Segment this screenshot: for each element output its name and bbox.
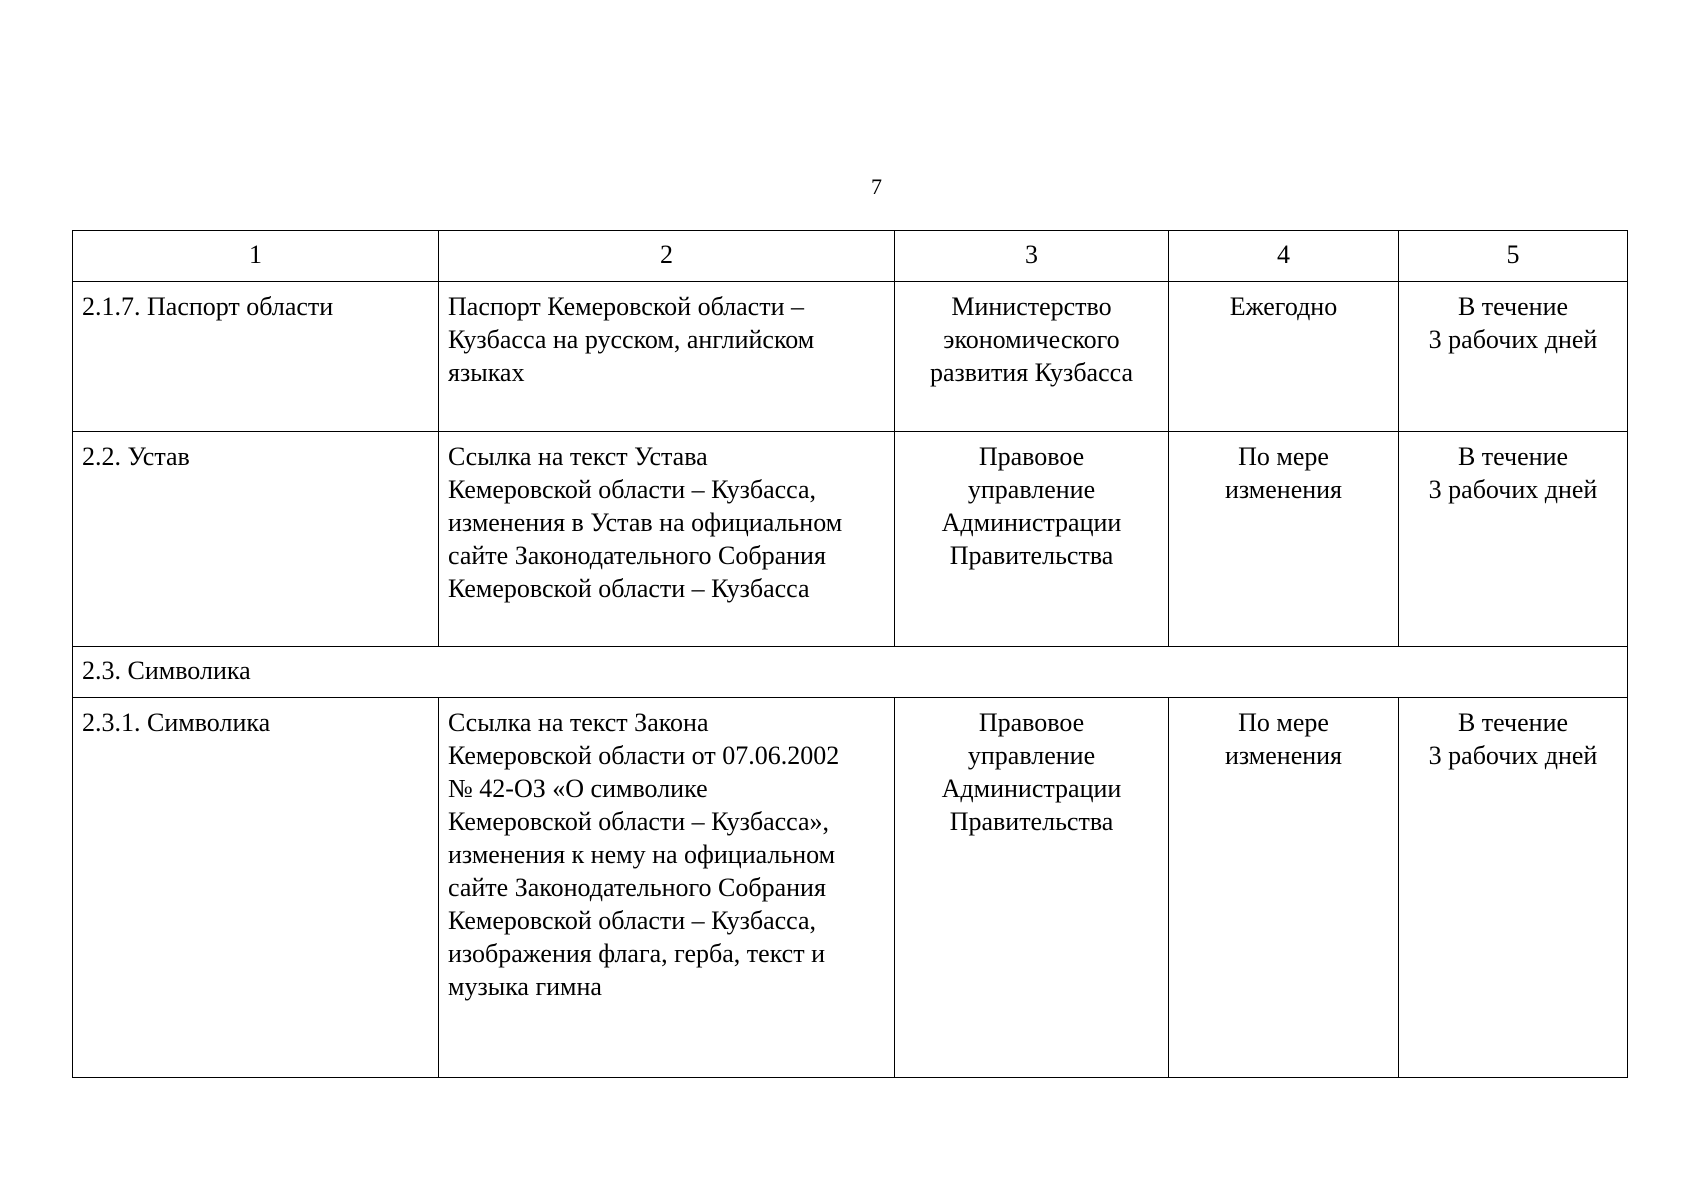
cell-responsible: Правовое управление Администрации Правительства bbox=[895, 432, 1169, 647]
cell-deadline: В течение 3 рабочих дней bbox=[1399, 282, 1628, 432]
page-number: 7 bbox=[871, 174, 882, 199]
column-header-5: 5 bbox=[1399, 231, 1628, 282]
cell-content: Ссылка на текст Закона Кемеровской области от 07.06.2002 № 42-ОЗ «О символике Кемеровской области – Кузбасса», изменения к нему на официальном сайте Законодательного Собрания Кемеровской области – Кузбасса, изображения флага, герба, текст и музыка гимна bbox=[439, 698, 895, 1078]
cell-deadline: В течение 3 рабочих дней bbox=[1399, 432, 1628, 647]
cell-deadline: В течение 3 рабочих дней bbox=[1399, 698, 1628, 1078]
cell-frequency: По мере изменения bbox=[1169, 432, 1399, 647]
column-header-2: 2 bbox=[439, 231, 895, 282]
cell-frequency: По мере изменения bbox=[1169, 698, 1399, 1078]
table-section-row bbox=[73, 647, 1628, 698]
cell-responsible: Министерство экономического развития Кузбасса bbox=[895, 282, 1169, 432]
table-header-row bbox=[73, 231, 1628, 282]
cell-responsible: Правовое управление Администрации Правительства bbox=[895, 698, 1169, 1078]
column-header-4: 4 bbox=[1169, 231, 1399, 282]
cell-content: Ссылка на текст Устава Кемеровской области – Кузбасса, изменения в Устав на официальном сайте Законодательного Собрания Кемеровской области – Кузбасса bbox=[439, 432, 895, 647]
cell-content: Паспорт Кемеровской области – Кузбасса на русском, английском языках bbox=[439, 282, 895, 432]
document-table bbox=[72, 230, 1628, 1078]
cell-section-heading: 2.3. Символика bbox=[73, 647, 1628, 698]
table-row bbox=[73, 698, 1628, 1078]
column-header-3: 3 bbox=[895, 231, 1169, 282]
cell-frequency: Ежегодно bbox=[1169, 282, 1399, 432]
cell-section-name: 2.3.1. Символика bbox=[73, 698, 439, 1078]
cell-section-name: 2.1.7. Паспорт области bbox=[73, 282, 439, 432]
column-header-1: 1 bbox=[73, 231, 439, 282]
table-row bbox=[73, 282, 1628, 432]
cell-section-name: 2.2. Устав bbox=[73, 432, 439, 647]
table-row bbox=[73, 432, 1628, 647]
